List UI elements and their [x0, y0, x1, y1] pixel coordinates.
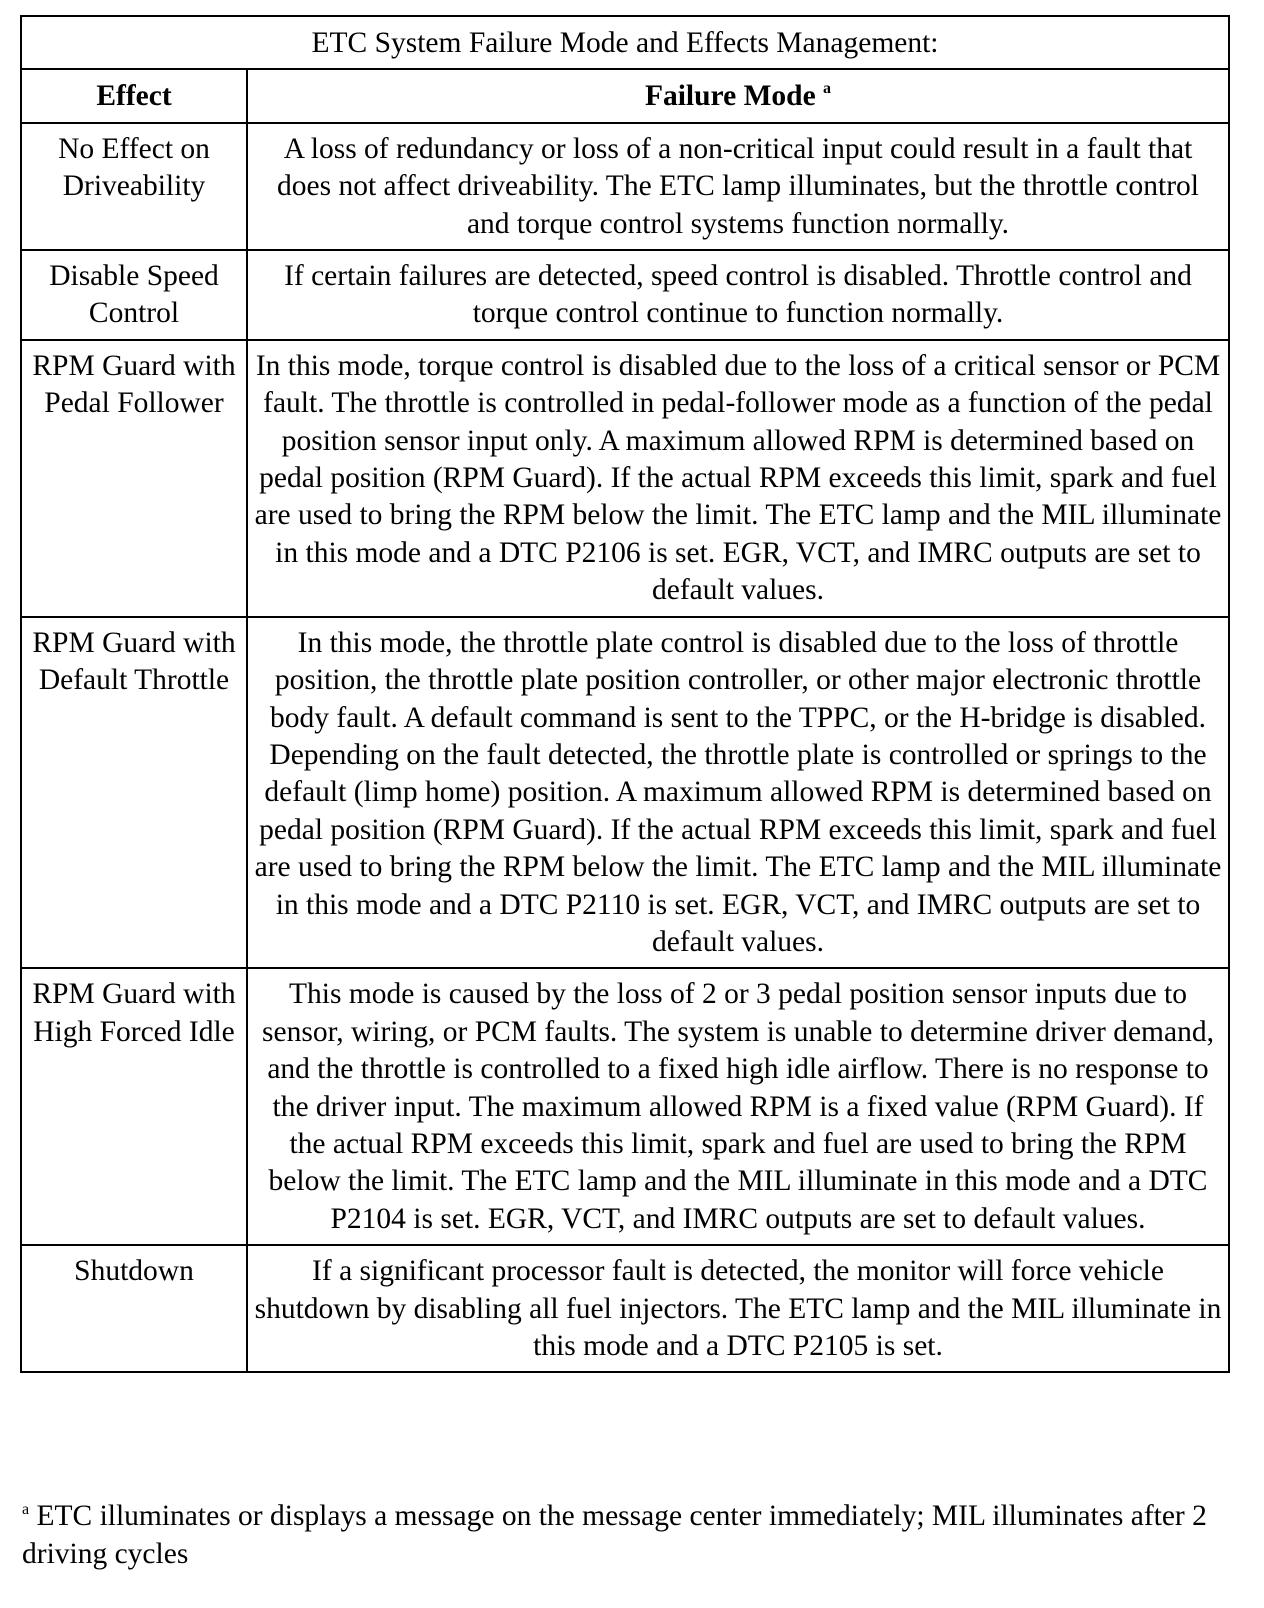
table-row [21, 617, 1229, 969]
table-title-row [21, 16, 1229, 69]
footnote-label: a [22, 1501, 30, 1519]
effect-cell: Disable Speed Control [21, 250, 247, 340]
failure-mode-cell: This mode is caused by the loss of 2 or 3 pedal position sensor inputs due to sensor, wiring, or PCM faults. The system is unable to determine driver demand, and the throttle is controlled to a fixed high idle airflow. There is no response to the driver input. The maximum allowed RPM is a fixed value (RPM Guard). If the actual RPM exceeds this limit, spark and fuel are used to bring the RPM below the limit. The ETC lamp and the MIL illuminate in this mode and a DTC P2104 is set. EGR, VCT, and IMRC outputs are set to default values. [247, 968, 1229, 1245]
fmea-table [20, 15, 1230, 1373]
table-title: ETC System Failure Mode and Effects Management: [21, 16, 1229, 69]
column-header-effect: Effect [21, 69, 247, 122]
effect-cell: RPM Guard with Default Throttle [21, 617, 247, 969]
column-header-failure-mode [247, 69, 1229, 122]
table-row [21, 250, 1229, 340]
table-row [21, 1245, 1229, 1372]
failure-mode-cell: In this mode, torque control is disabled due to the loss of a critical sensor or PCM fault. The throttle is controlled in pedal-follower mode as a function of the pedal position sensor input only. A maximum allowed RPM is determined based on pedal position (RPM Guard). If the actual RPM exceeds this limit, spark and fuel are used to bring the RPM below the limit. The ETC lamp and the MIL illuminate in this mode and a DTC P2106 is set. EGR, VCT, and IMRC outputs are set to default values. [247, 340, 1229, 617]
failure-mode-cell: If a significant processor fault is detected, the monitor will force vehicle shutdown by disabling all fuel injectors. The ETC lamp and the MIL illuminate in this mode and a DTC P2105 is set. [247, 1245, 1229, 1372]
effect-cell: RPM Guard with High Forced Idle [21, 968, 247, 1245]
failure-mode-cell: If certain failures are detected, speed control is disabled. Throttle control and torque control continue to function normally. [247, 250, 1229, 340]
table-header-row [21, 69, 1229, 122]
table-row [21, 340, 1229, 617]
footnote-marker: a [823, 79, 832, 97]
effect-cell: No Effect on Driveability [21, 123, 247, 250]
failure-mode-cell: In this mode, the throttle plate control is disabled due to the loss of throttle position, the throttle plate position controller, or other major electronic throttle body fault. A default command is sent to the TPPC, or the H-bridge is disabled. Depending on the fault detected, the throttle plate is controlled or springs to the default (limp home) position. A maximum allowed RPM is determined based on pedal position (RPM Guard). If the actual RPM exceeds this limit, spark and fuel are used to bring the RPM below the limit. The ETC lamp and the MIL illuminate in this mode and a DTC P2110 is set. EGR, VCT, and IMRC outputs are set to default values. [247, 617, 1229, 969]
column-header-failure-mode-label: Failure Mode [644, 80, 816, 113]
footnote-text: ETC illuminates or displays a message on the message center immediately; MIL illuminates after 2 driving cycles [22, 1500, 1207, 1570]
table-row [21, 123, 1229, 250]
table-row [21, 968, 1229, 1245]
failure-mode-cell: A loss of redundancy or loss of a non-critical input could result in a fault that does not affect driveability. The ETC lamp illuminates, but the throttle control and torque control systems function normally. [247, 123, 1229, 250]
effect-cell: RPM Guard with Pedal Follower [21, 340, 247, 617]
effect-cell: Shutdown [21, 1245, 247, 1372]
footnote [22, 1497, 1222, 1573]
